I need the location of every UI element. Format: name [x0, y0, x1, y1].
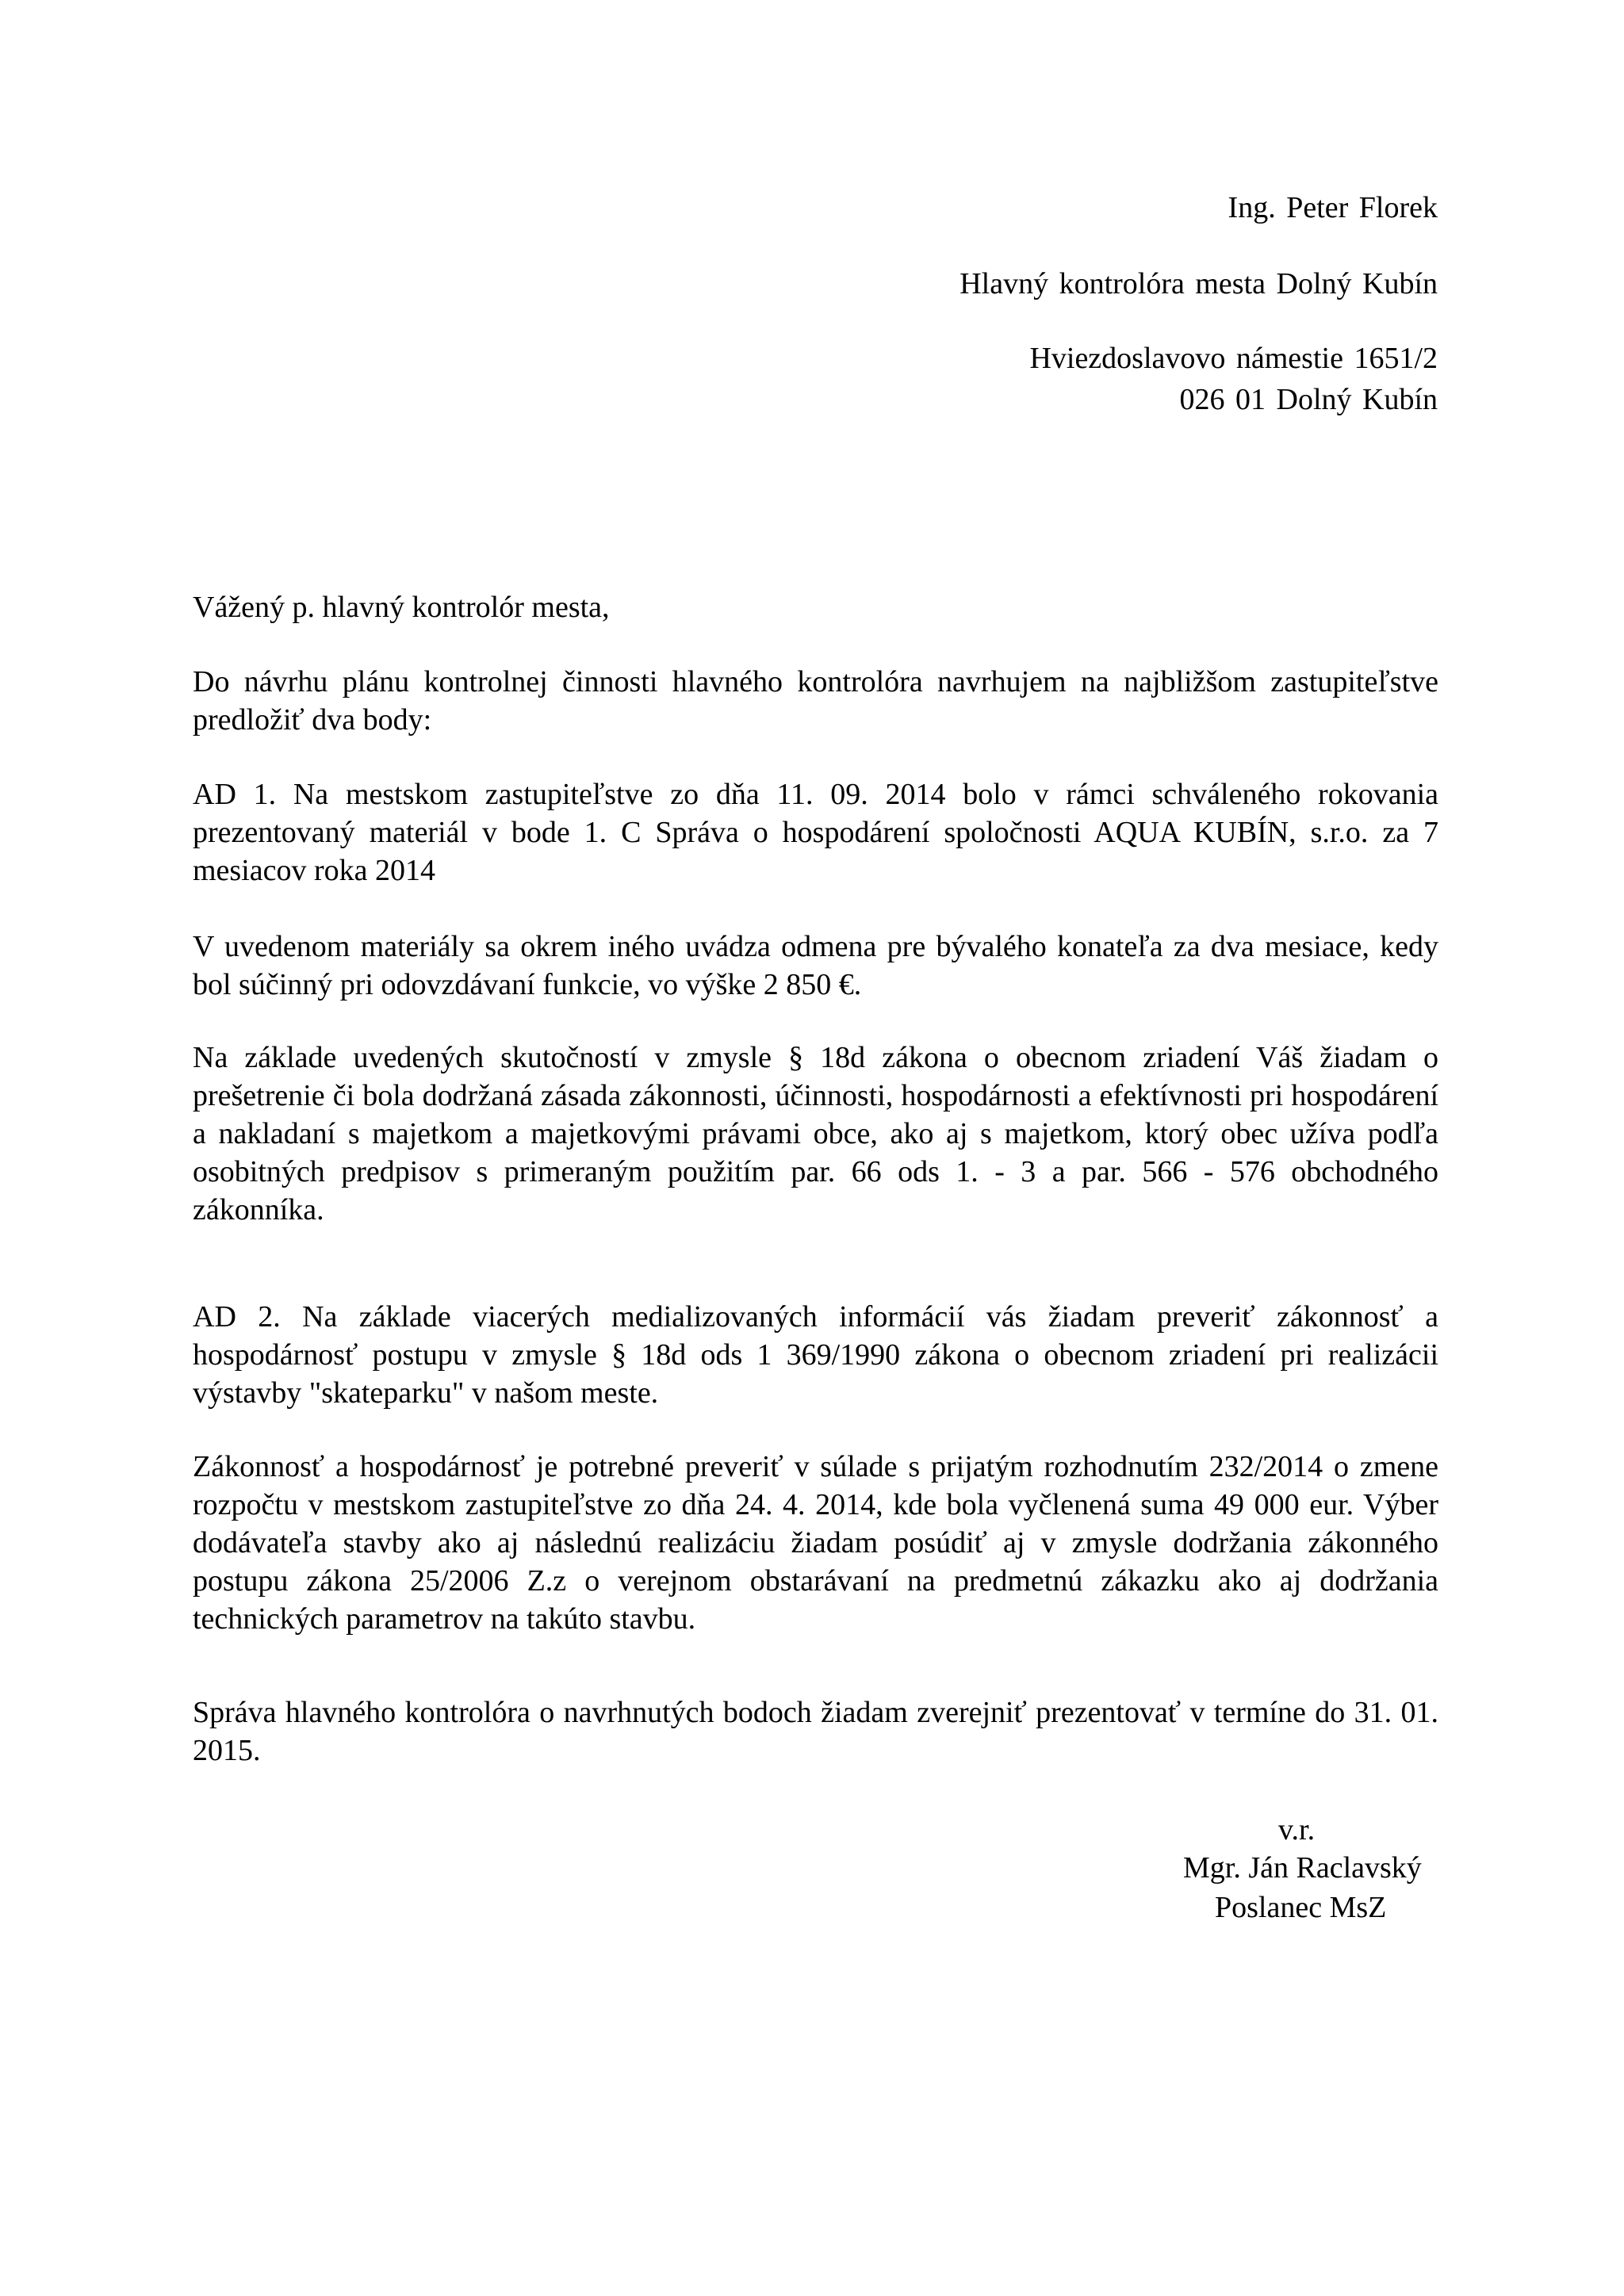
recipient-street: Hviezdoslavovo námestie 1651/2 — [1029, 342, 1438, 375]
paragraph-deadline: Správa hlavného kontrolóra o navrhnutých bodoch žiadam zverejniť prezentovať v termíne do 31. 01. 2015. — [193, 1696, 1438, 1767]
paragraph-intro: Do návrhu plánu kontrolnej činnosti hlavného kontrolóra navrhujem na najbližšom zastupiteľstve predložiť dva body: — [193, 665, 1438, 737]
recipient-name: Ing. Peter Florek — [1228, 191, 1438, 224]
recipient-city: 026 01 Dolný Kubín — [1179, 383, 1438, 416]
signature-name: Mgr. Ján Raclavský — [1183, 1851, 1422, 1885]
paragraph-reward: V uvedenom materiály sa okrem iného uvádza odmena pre bývalého konateľa za dva mesiace, kedy bol súčinný pri odovzdávaní funkcie, vo výške 2 850 €. — [193, 930, 1438, 1001]
signature-role: Poslanec MsZ — [1215, 1891, 1387, 1924]
signature-vr: v.r. — [1278, 1813, 1316, 1846]
paragraph-ad2: AD 2. Na základe viacerých medializovaných informácií vás žiadam preveriť zákonnosť a hospodárnosť postupu v zmysle § 18d ods 1 369/1990 zákona o obecnom zriadení pri realizácii výstavby "skateparku" v našom meste. — [193, 1300, 1438, 1410]
paragraph-legality: Zákonnosť a hospodárnosť je potrebné preveriť v súlade s prijatým rozhodnutím 232/2014 o zmene rozpočtu v mestskom zastupiteľstve zo dňa 24. 4. 2014, kde bola vyčlenená suma 49 000 eur. Výber dodávateľa stavby ako aj následnú realizáciu žiadam posúdiť aj v zmysle dodržania zákonného postupu zákona 25/2006 Z.z o verejnom obstarávaní na predmetnú zákazku ako aj dodržania technických parametrov na takúto stavbu. — [193, 1450, 1438, 1636]
recipient-title: Hlavný kontrolóra mesta Dolný Kubín — [959, 267, 1438, 300]
salutation: Vážený p. hlavný kontrolór mesta, — [193, 591, 610, 624]
paragraph-ad1: AD 1. Na mestskom zastupiteľstve zo dňa 11. 09. 2014 bolo v rámci schváleného rokovania prezentovaný materiál v bode 1. C Správa o hospodárení spoločnosti AQUA KUBÍN, s.r.o. za 7 mesiacov roka 2014 — [193, 778, 1438, 887]
paragraph-investigation: Na základe uvedených skutočností v zmysle § 18d zákona o obecnom zriadení Váš žiadam o prešetrenie či bola dodržaná zásada zákonnosti, účinnosti, hospodárnosti a efektívnosti pri hospodárení a nakladaní s majetkom a majetkovými právami obce, ako aj s majetkom, ktorý obec užíva podľa osobitných predpisov s primeraným použitím par. 66 ods 1. - 3 a par. 566 - 576 obchodného zákonníka. — [193, 1041, 1438, 1226]
